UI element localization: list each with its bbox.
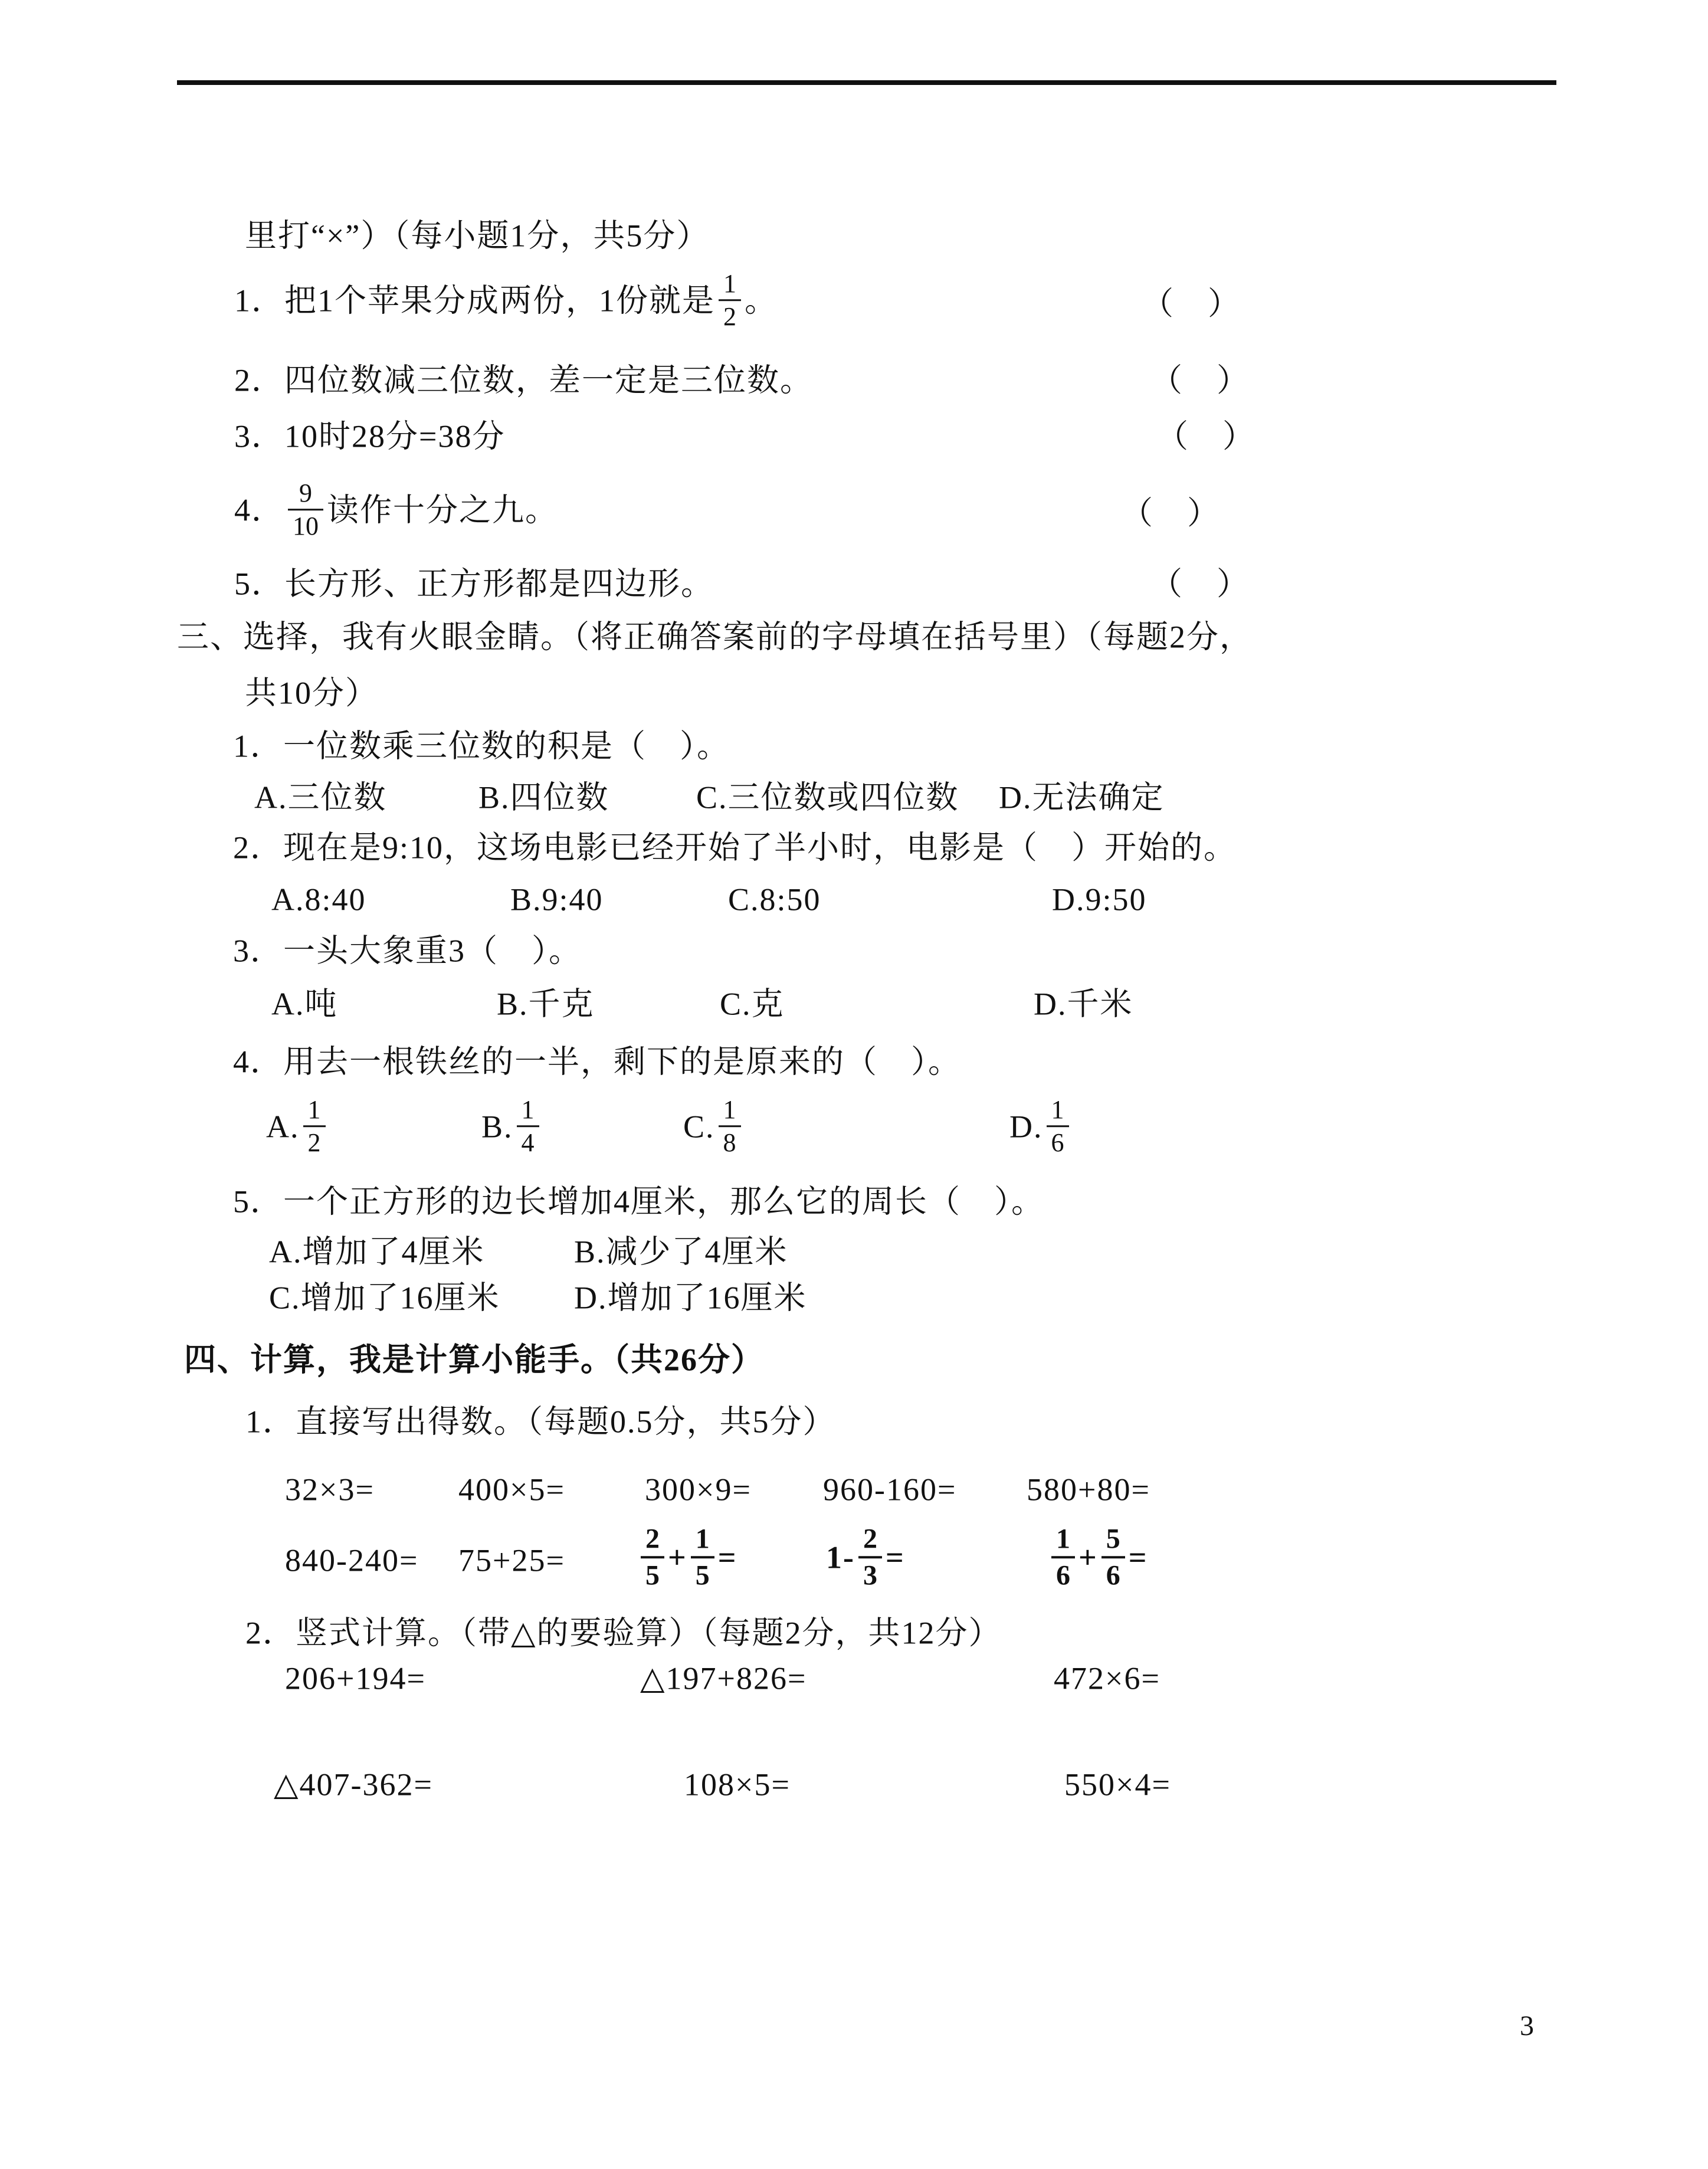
fraction-1-5: $\frac{1}{5}$ (691, 1523, 714, 1591)
calc-expr-400x5: 400×5= (458, 1472, 565, 1508)
choice-q5-option-d: D.增加了16厘米 (574, 1280, 807, 1316)
judge-q5: 5．长方形、正方形都是四边形。 (234, 566, 714, 602)
fraction-1-8: $\frac{1}{8}$ (719, 1095, 741, 1158)
fraction-2-5: $\frac{2}{5}$ (641, 1523, 664, 1591)
vert-expr-197+826: △197+826= (640, 1660, 807, 1696)
vert-expr-472x6: 472×6= (1054, 1660, 1160, 1696)
choice-q2-option-a: A.8:40 (271, 882, 366, 918)
choice-q4-option-d: D. $\frac{1}{6}$ (1009, 1099, 1073, 1161)
fraction-1-4: $\frac{1}{4}$ (517, 1095, 539, 1158)
calc-section-title: 四、计算，我是计算小能手。（共26分） (184, 1342, 764, 1378)
judge-q4 (234, 479, 558, 545)
vert-expr-108x5: 108×5= (684, 1767, 791, 1803)
choice-q4: 4．用去一根铁丝的一半，剩下的是原来的（ ）。 (233, 1044, 961, 1080)
choice-q5-option-a: A.增加了4厘米 (269, 1234, 485, 1270)
choice-q2-option-b: B.9:40 (510, 882, 604, 918)
page-number: 3 (1520, 2010, 1534, 2042)
judge-q2-bracket: （ ） (1150, 362, 1250, 398)
choice-q1-option-d: D.无法确定 (999, 779, 1165, 815)
choice-section-title-line1: 三、选择，我有火眼金睛。（将正确答案前的字母填在括号里）（每题2分， (177, 619, 1253, 655)
choice-q4-option-b: B. $\frac{1}{4}$ (481, 1099, 543, 1161)
vert-expr-550x4: 550×4= (1064, 1767, 1171, 1803)
calc-expr-300x9: 300×9= (645, 1472, 752, 1508)
judge-q1 (234, 269, 778, 335)
calc-expr-840-240: 840-240= (285, 1542, 419, 1578)
fraction-1-6: $\frac{1}{6}$ (1047, 1095, 1069, 1158)
judge-q2: 2．四位数减三位数，差一定是三位数。 (234, 362, 813, 398)
fraction-5-6: $\frac{5}{6}$ (1101, 1523, 1125, 1591)
calc-expr-frac-2-5-plus-1-5: $\frac{2}{5}$ + $\frac{1}{5}$ = (637, 1526, 737, 1595)
choice-q5: 5．一个正方形的边长增加4厘米，那么它的周长（ ）。 (233, 1184, 1044, 1220)
judge-q1-pre: 1．把1个苹果分成两份，1份就是 (234, 283, 715, 319)
choice-q4-option-a: A. $\frac{1}{2}$ (266, 1099, 329, 1161)
choice-q3: 3．一头大象重3（ ）。 (233, 933, 582, 969)
choice-q1-option-a: A.三位数 (254, 779, 387, 815)
calc-expr-75+25: 75+25= (458, 1542, 565, 1578)
choice-q4-option-c: C. $\frac{1}{8}$ (683, 1099, 745, 1161)
calc-expr-32x3: 32×3= (285, 1472, 375, 1508)
choice-q5-option-c: C.增加了16厘米 (269, 1280, 500, 1316)
fraction-1-2: $\frac{1}{2}$ (303, 1095, 326, 1158)
choice-q3-option-c: C.克 (720, 986, 785, 1022)
header-rule (177, 80, 1556, 85)
judge-q4-pre: 4． (234, 492, 284, 528)
choice-q2-option-c: C.8:50 (728, 882, 821, 918)
choice-q3-option-a: A.吨 (271, 986, 338, 1022)
calc-part2-title: 2．竖式计算。（带△的要验算）（每题2分，共12分） (245, 1615, 1002, 1651)
judge-q1-post: 。 (745, 283, 778, 319)
fraction-1-6: $\frac{1}{6}$ (1051, 1523, 1075, 1591)
judge-intro: 里打“×”）（每小题1分，共5分） (245, 218, 710, 254)
judge-q4-post: 读作十分之九。 (327, 492, 558, 528)
fraction-2-3: $\frac{2}{3}$ (858, 1523, 882, 1591)
calc-expr-1-minus-2-3: 1- $\frac{2}{3}$ = (826, 1523, 905, 1591)
judge-q3: 3．10时28分=38分 (234, 418, 506, 454)
choice-q3-option-d: D.千米 (1034, 986, 1133, 1022)
choice-q3-option-b: B.千克 (497, 986, 595, 1022)
calc-expr-580+80: 580+80= (1027, 1472, 1150, 1508)
choice-section-title-line2: 共10分） (245, 675, 378, 711)
choice-q2-option-d: D.9:50 (1052, 882, 1147, 918)
choice-q1-option-c: C.三位数或四位数 (696, 779, 959, 815)
judge-q4-bracket: （ ） (1121, 495, 1220, 531)
fraction-1-2: $\frac{1}{2}$ (719, 269, 741, 332)
calc-expr-960-160: 960-160= (823, 1472, 957, 1508)
choice-q1: 1．一位数乘三位数的积是（ ）。 (233, 728, 730, 764)
judge-q1-bracket: （ ） (1142, 286, 1241, 322)
vert-expr-206+194: 206+194= (285, 1660, 426, 1696)
judge-q3-bracket: （ ） (1156, 418, 1255, 454)
choice-q2: 2．现在是9:10，这场电影已经开始了半小时，电影是（ ）开始的。 (233, 830, 1237, 866)
judge-q5-bracket: （ ） (1150, 566, 1250, 602)
choice-q1-option-b: B.四位数 (478, 779, 609, 815)
choice-q5-option-b: B.减少了4厘米 (574, 1234, 788, 1270)
calc-expr-frac-1-6-plus-5-6: $\frac{1}{6}$ + $\frac{5}{6}$ = (1048, 1526, 1148, 1595)
calc-part1-title: 1．直接写出得数。（每题0.5分，共5分） (245, 1404, 836, 1440)
vert-expr-407-362: △407-362= (274, 1767, 433, 1803)
fraction-9-10: $\frac{9}{10}$ (288, 479, 323, 541)
